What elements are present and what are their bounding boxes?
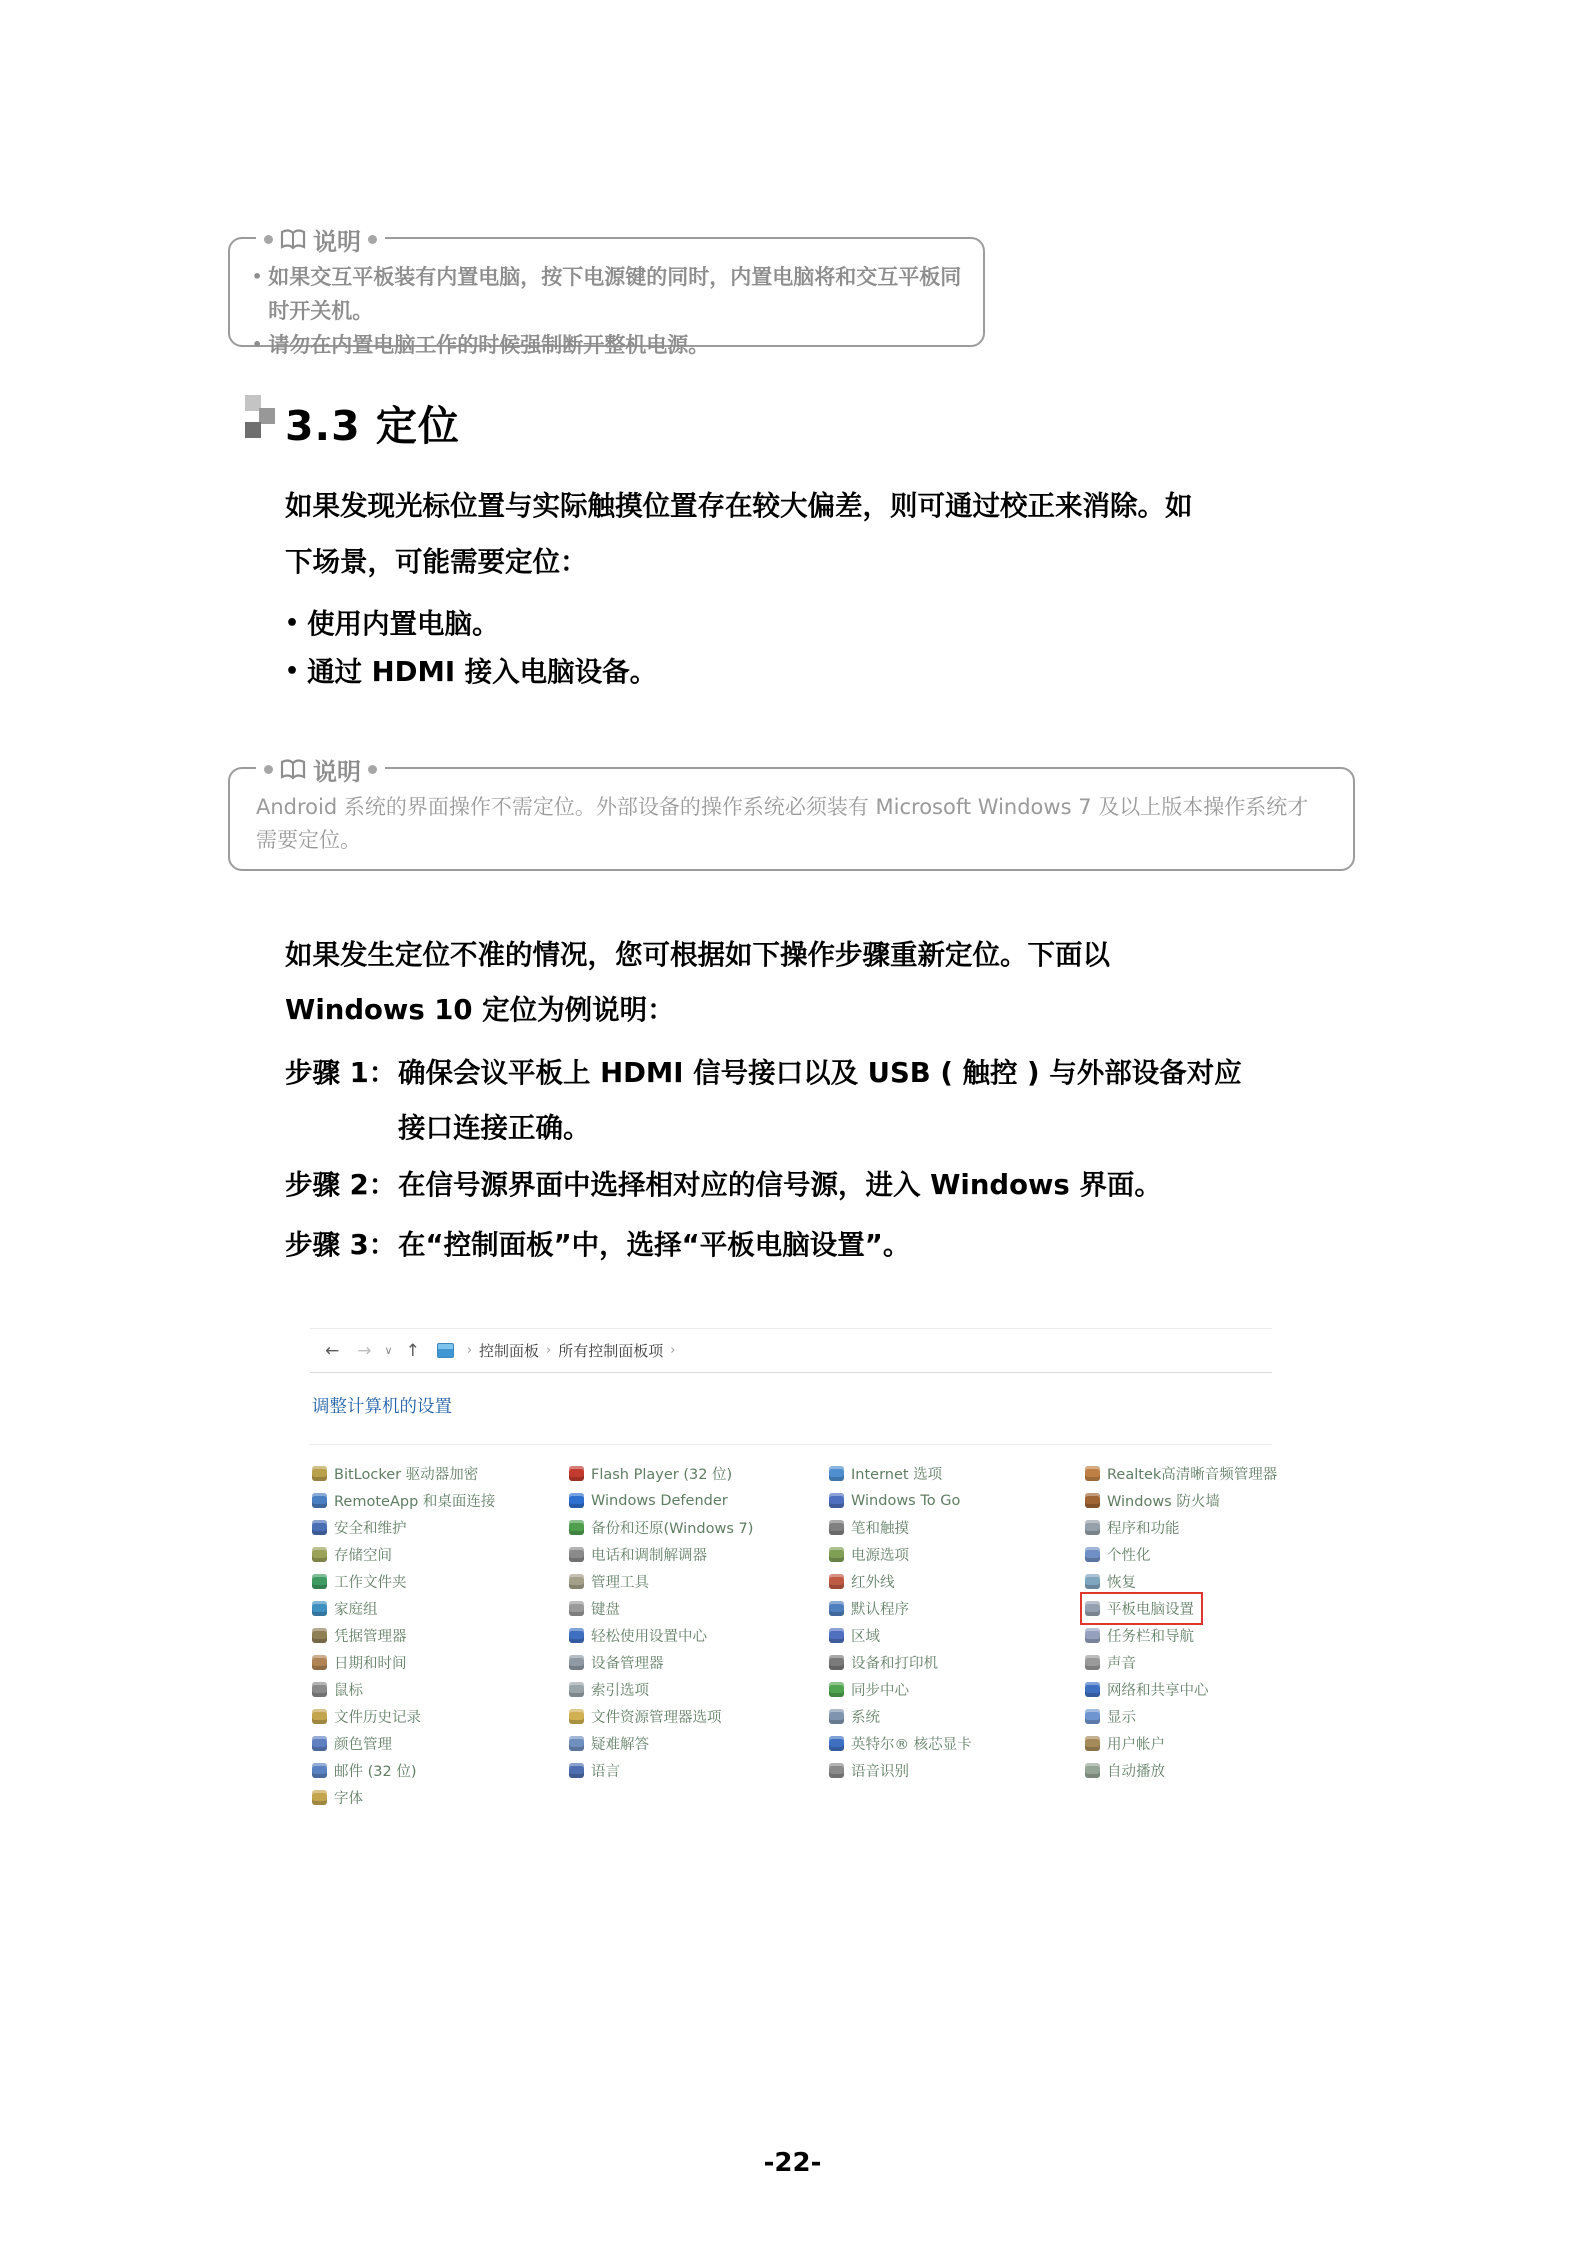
admin-tools-icon <box>569 1574 584 1589</box>
color-management-icon <box>312 1736 327 1751</box>
control-panel-item-label: 邮件 (32 位) <box>334 1764 417 1780</box>
page-number: -22- <box>763 2148 822 2178</box>
book-icon <box>280 759 306 781</box>
control-panel-item[interactable] <box>567 1541 713 1568</box>
section-heading <box>243 393 460 452</box>
control-panel-item-label: 程序和功能 <box>1107 1521 1180 1537</box>
recovery-icon <box>1085 1574 1100 1589</box>
control-panel-item-label: Realtek高清晰音频管理器 <box>1107 1467 1278 1483</box>
control-panel-item-label: 平板电脑设置 <box>1107 1602 1194 1618</box>
control-panel-item[interactable] <box>1083 1541 1157 1568</box>
device-manager-icon <box>569 1655 584 1670</box>
control-panel-item[interactable] <box>310 1460 484 1487</box>
autoplay-icon <box>1085 1763 1100 1778</box>
step-text: 在“控制面板”中，选择“平板电脑设置”。 <box>398 1229 911 1261</box>
quoted-term: “控制面板” <box>425 1229 572 1261</box>
dot-icon <box>368 765 377 774</box>
control-panel-item[interactable] <box>310 1595 384 1622</box>
control-panel-item[interactable] <box>1083 1649 1142 1676</box>
control-panel-item-label: 电源选项 <box>851 1548 909 1564</box>
control-panel-item[interactable] <box>827 1730 978 1757</box>
control-panel-item-label: 凭据管理器 <box>334 1629 407 1645</box>
control-panel-item-label: 文件历史记录 <box>334 1710 421 1726</box>
control-panel-item[interactable] <box>310 1676 369 1703</box>
breadcrumb-chevron-icon: › <box>670 1343 676 1358</box>
work-folders-icon <box>312 1574 327 1589</box>
infrared-icon <box>829 1574 844 1589</box>
note-title: 说明 <box>313 228 361 256</box>
taskbar-navigation-icon <box>1085 1628 1100 1643</box>
note-box-1 <box>228 228 985 357</box>
control-panel-screenshot <box>310 1328 1278 1812</box>
note-box-2 <box>228 758 1355 871</box>
step-text: 确保会议平板上 HDMI 信号接口以及 USB ( 触控 ) 与外部设备对应接口连接正确。 <box>398 1057 1242 1144</box>
control-panel-item-label: 安全和维护 <box>334 1521 407 1537</box>
storage-spaces-icon <box>312 1547 327 1562</box>
note-box-header <box>256 222 385 257</box>
indexing-options-icon <box>569 1682 584 1697</box>
control-panel-item[interactable] <box>310 1487 501 1514</box>
intel-graphics-icon <box>829 1736 844 1751</box>
control-panel-header <box>310 1373 1272 1445</box>
control-panel-item[interactable] <box>827 1514 915 1541</box>
note-item-text: 如果交互平板装有内置电脑，按下电源键的同时，内置电脑将和交互平板同时开关机。 <box>268 265 962 323</box>
control-panel-item[interactable] <box>827 1460 948 1487</box>
control-panel-item[interactable] <box>827 1622 886 1649</box>
control-panel-item[interactable] <box>1083 1460 1283 1487</box>
control-panel-item-label: RemoteApp 和桌面连接 <box>334 1494 496 1510</box>
breadcrumb-chevron-icon: › <box>546 1343 552 1358</box>
dot-icon <box>264 235 273 244</box>
programs-features-icon <box>1085 1520 1100 1535</box>
note-item-text: 请勿在内置电脑工作的时候强制断开整机电源。 <box>268 333 710 357</box>
control-panel-item-label: 日期和时间 <box>334 1656 407 1672</box>
breadcrumb-all-items[interactable]: 所有控制面板项 <box>558 1342 664 1360</box>
control-panel-item-label: 区域 <box>851 1629 880 1645</box>
control-panel-item[interactable] <box>1083 1487 1226 1514</box>
book-icon <box>280 229 306 251</box>
power-options-icon <box>829 1547 844 1562</box>
control-panel-item[interactable] <box>567 1757 626 1784</box>
control-panel-item-label: Flash Player (32 位) <box>591 1467 733 1483</box>
step-label: 步骤 2： <box>285 1169 397 1201</box>
control-panel-item-label: Windows To Go <box>851 1492 961 1509</box>
step-1 <box>285 1046 1260 1156</box>
note-list <box>230 239 983 362</box>
keyboard-icon <box>569 1601 584 1616</box>
control-panel-item-label: 轻松使用设置中心 <box>591 1629 707 1645</box>
control-panel-item[interactable] <box>827 1541 915 1568</box>
devices-printers-icon <box>829 1655 844 1670</box>
control-panel-item[interactable] <box>310 1730 398 1757</box>
control-panel-item[interactable] <box>310 1784 369 1811</box>
dot-icon <box>264 765 273 774</box>
scenario-list <box>285 600 657 696</box>
bitlocker-icon <box>312 1466 327 1481</box>
step-label: 步骤 3： <box>285 1229 397 1261</box>
remoteapp-icon <box>312 1493 327 1508</box>
control-panel-item[interactable] <box>567 1676 655 1703</box>
note-title: 说明 <box>313 758 361 786</box>
control-panel-item-label: 用户帐户 <box>1107 1737 1165 1753</box>
region-icon <box>829 1628 844 1643</box>
credential-manager-icon <box>312 1628 327 1643</box>
control-panel-item-label: 声音 <box>1107 1656 1136 1672</box>
control-panel-item-label: 网络和共享中心 <box>1107 1683 1209 1699</box>
control-panel-item[interactable] <box>1083 1757 1171 1784</box>
control-panel-item[interactable] <box>827 1703 886 1730</box>
control-panel-item[interactable] <box>827 1595 915 1622</box>
control-panel-item[interactable] <box>567 1460 738 1487</box>
step-2 <box>285 1158 1260 1213</box>
windows-firewall-icon <box>1085 1493 1100 1508</box>
control-panel-item[interactable] <box>310 1568 413 1595</box>
sound-icon <box>1085 1655 1100 1670</box>
step-label: 步骤 1： <box>285 1057 397 1089</box>
control-panel-item-label: BitLocker 驱动器加密 <box>334 1467 479 1483</box>
date-time-icon <box>312 1655 327 1670</box>
control-panel-item[interactable] <box>827 1487 966 1514</box>
back-icon[interactable]: ← <box>325 1340 340 1361</box>
windows-to-go-icon <box>829 1493 844 1508</box>
network-sharing-icon <box>1085 1682 1100 1697</box>
control-panel-column-3 <box>827 1460 1083 1811</box>
control-panel-item[interactable] <box>567 1730 655 1757</box>
file-history-icon <box>312 1709 327 1724</box>
control-panel-item-label: 备份和还原(Windows 7) <box>591 1521 754 1537</box>
quoted-term: “平板电脑设置” <box>681 1229 883 1261</box>
breadcrumb-control-panel[interactable]: 控制面板 <box>479 1342 540 1360</box>
control-panel-item-label: 字体 <box>334 1791 363 1807</box>
control-panel-item[interactable] <box>567 1568 655 1595</box>
forward-icon[interactable]: → <box>357 1340 372 1361</box>
control-panel-item-label: Windows Defender <box>591 1492 728 1509</box>
flash-player-icon <box>569 1466 584 1481</box>
control-panel-item-label: Windows 防火墙 <box>1107 1494 1220 1510</box>
control-panel-item[interactable] <box>827 1568 901 1595</box>
control-panel-item-label: 管理工具 <box>591 1575 649 1591</box>
control-panel-item-label: 疑难解答 <box>591 1737 649 1753</box>
control-panel-item-label: 恢复 <box>1107 1575 1136 1591</box>
control-panel-item[interactable] <box>310 1649 413 1676</box>
control-panel-item[interactable] <box>827 1676 915 1703</box>
display-icon <box>1085 1709 1100 1724</box>
step-3 <box>285 1218 1260 1273</box>
personalization-icon <box>1085 1547 1100 1562</box>
bullet-icon: • <box>252 335 263 354</box>
phone-modem-icon <box>569 1547 584 1562</box>
mouse-icon <box>312 1682 327 1697</box>
control-panel-item[interactable] <box>310 1757 422 1784</box>
pixel-squares-icon <box>243 393 279 443</box>
control-panel-item-label: 笔和触摸 <box>851 1521 909 1537</box>
note-box-header <box>256 752 385 787</box>
control-panel-item[interactable] <box>1083 1514 1186 1541</box>
note-text: Android 系统的界面操作不需定位。外部设备的操作系统必须装有 Microsoft Windows 7 及以上版本操作系统才需要定位。 <box>256 795 1309 852</box>
scenario-text: 使用内置电脑。 <box>307 608 500 640</box>
control-panel-item-label: 设备管理器 <box>591 1656 664 1672</box>
control-panel-item[interactable] <box>310 1541 398 1568</box>
control-panel-item-label: 显示 <box>1107 1710 1136 1726</box>
procedure-intro: 如果发生定位不准的情况，您可根据如下操作步骤重新定位。下面以 Windows 10 定位为例说明： <box>285 939 1110 1026</box>
control-panel-item-label: 文件资源管理器选项 <box>591 1710 722 1726</box>
control-panel-column-4 <box>1083 1460 1283 1811</box>
control-panel-item-label: 语言 <box>591 1764 620 1780</box>
control-panel-item[interactable] <box>567 1514 759 1541</box>
system-icon <box>829 1709 844 1724</box>
user-accounts-icon <box>1085 1736 1100 1751</box>
bullet-icon: • <box>285 659 300 684</box>
scenario-item <box>285 648 657 696</box>
control-panel-item-label: 工作文件夹 <box>334 1575 407 1591</box>
up-icon[interactable]: ↑ <box>405 1340 420 1361</box>
control-panel-item[interactable] <box>567 1622 713 1649</box>
control-panel-item[interactable] <box>1083 1676 1215 1703</box>
explorer-options-icon <box>569 1709 584 1724</box>
backup-restore-icon <box>569 1520 584 1535</box>
control-panel-item-label: 英特尔® 核芯显卡 <box>851 1737 972 1753</box>
control-panel-item[interactable] <box>1083 1703 1142 1730</box>
control-panel-item[interactable] <box>567 1595 626 1622</box>
control-panel-item-label: 系统 <box>851 1710 880 1726</box>
control-panel-item[interactable] <box>1083 1595 1200 1622</box>
control-panel-title: 调整计算机的设置 <box>312 1397 452 1417</box>
ease-of-access-icon <box>569 1628 584 1643</box>
control-panel-item-label: 自动播放 <box>1107 1764 1165 1780</box>
control-panel-item[interactable] <box>1083 1622 1200 1649</box>
control-panel-item[interactable] <box>567 1487 734 1514</box>
control-panel-item[interactable] <box>567 1649 670 1676</box>
control-panel-item-label: 鼠标 <box>334 1683 363 1699</box>
default-programs-icon <box>829 1601 844 1616</box>
control-panel-item[interactable] <box>1083 1568 1142 1595</box>
control-panel-item-label: 键盘 <box>591 1602 620 1618</box>
scenario-text: 通过 HDMI 接入电脑设备。 <box>307 656 658 688</box>
control-panel-item-label: 任务栏和导航 <box>1107 1629 1194 1645</box>
control-panel-item-label: 设备和打印机 <box>851 1656 938 1672</box>
control-panel-item-label: 同步中心 <box>851 1683 909 1699</box>
explorer-nav-bar <box>310 1329 1272 1373</box>
bullet-icon: • <box>252 267 263 286</box>
control-panel-item-label: 家庭组 <box>334 1602 378 1618</box>
note-item <box>252 260 965 328</box>
realtek-audio-icon <box>1085 1466 1100 1481</box>
control-panel-item[interactable] <box>310 1514 413 1541</box>
control-panel-column-1 <box>310 1460 567 1811</box>
control-panel-item[interactable] <box>827 1649 944 1676</box>
speech-recognition-icon <box>829 1763 844 1778</box>
fonts-icon <box>312 1790 327 1805</box>
breadcrumb-chevron-icon: › <box>466 1343 473 1358</box>
control-panel-item-label: 电话和调制解调器 <box>591 1548 707 1564</box>
control-panel-grid <box>310 1460 1278 1811</box>
tablet-pc-settings-icon <box>1085 1601 1100 1616</box>
control-panel-item[interactable] <box>310 1622 413 1649</box>
pen-touch-icon <box>829 1520 844 1535</box>
section-title: 3.3 定位 <box>285 402 460 450</box>
control-panel-item[interactable] <box>1083 1730 1171 1757</box>
note-item <box>252 328 965 362</box>
scenario-item <box>285 600 657 648</box>
control-panel-item-label: 颜色管理 <box>334 1737 392 1753</box>
mail-icon <box>312 1763 327 1778</box>
history-dropdown-icon[interactable]: ∨ <box>384 1344 393 1357</box>
sync-center-icon <box>829 1682 844 1697</box>
control-panel-item-label: 语音识别 <box>851 1764 909 1780</box>
control-panel-item[interactable] <box>567 1703 728 1730</box>
control-panel-item-label: 默认程序 <box>851 1602 909 1618</box>
control-panel-item-label: Internet 选项 <box>851 1467 943 1483</box>
control-panel-item-label: 个性化 <box>1107 1548 1151 1564</box>
control-panel-icon <box>437 1343 454 1358</box>
dot-icon <box>368 235 377 244</box>
control-panel-item-label: 存储空间 <box>334 1548 392 1564</box>
control-panel-column-2 <box>567 1460 827 1811</box>
troubleshooting-icon <box>569 1736 584 1751</box>
security-maintenance-icon <box>312 1520 327 1535</box>
bullet-icon: • <box>285 611 300 636</box>
internet-options-icon <box>829 1466 844 1481</box>
control-panel-item[interactable] <box>310 1703 427 1730</box>
homegroup-icon <box>312 1601 327 1616</box>
intro-paragraph: 如果发现光标位置与实际触摸位置存在较大偏差，则可通过校正来消除。如下场景，可能需要定位： <box>285 490 1193 578</box>
windows-defender-icon <box>569 1493 584 1508</box>
step-text: 在信号源界面中选择相对应的信号源，进入 Windows 界面。 <box>398 1169 1162 1201</box>
control-panel-item[interactable] <box>827 1757 915 1784</box>
control-panel-item-label: 索引选项 <box>591 1683 649 1699</box>
language-icon <box>569 1763 584 1778</box>
control-panel-item-label: 红外线 <box>851 1575 895 1591</box>
